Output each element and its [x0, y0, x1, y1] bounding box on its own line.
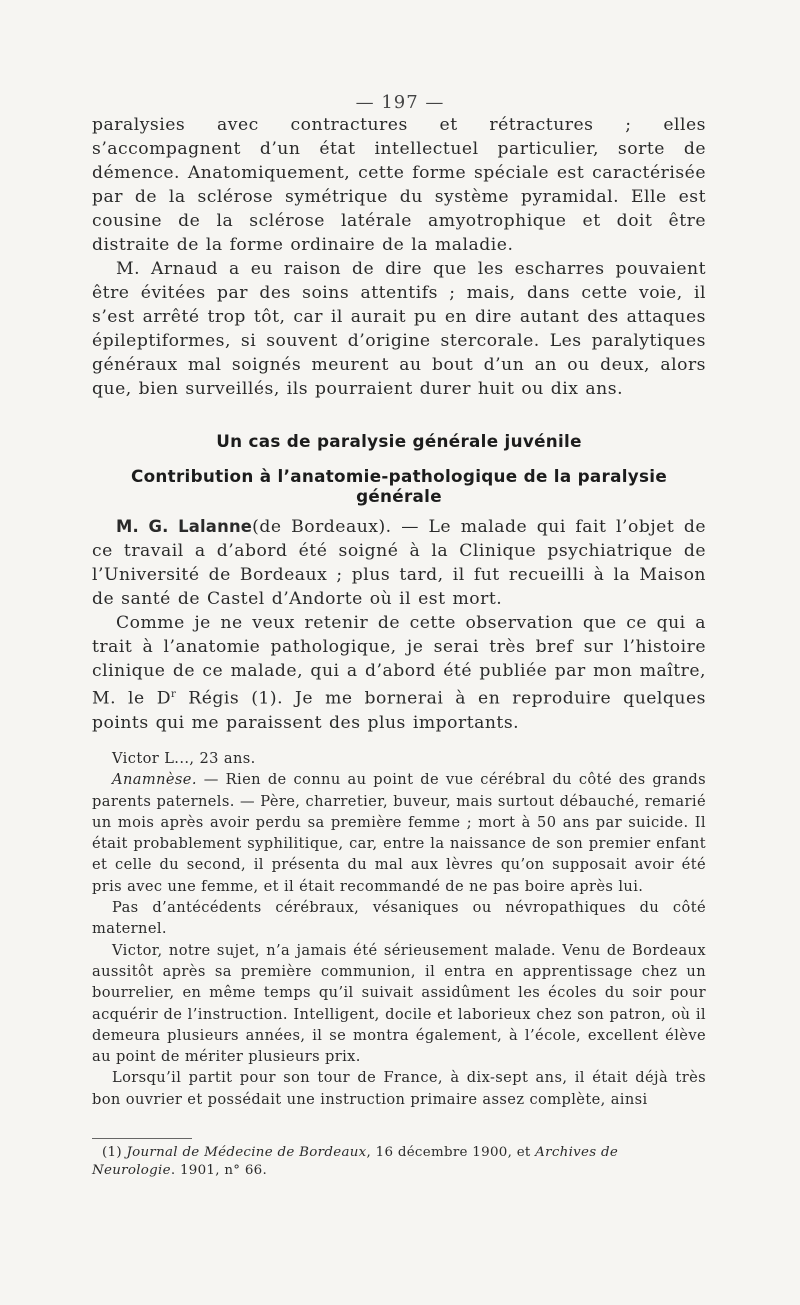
- anamnese-paragraph: [92, 769, 706, 897]
- page-number: — 197 —: [355, 92, 445, 113]
- author-name: M. G. Lalanne: [116, 517, 253, 536]
- footnote-divider: [92, 1138, 192, 1139]
- footnote-middle: , 16 décembre 1900, et: [366, 1145, 536, 1160]
- anamnese-label: Anamnèse.: [112, 771, 197, 789]
- case-paragraph: Pas d’antécédents cérébraux, vésaniques ou névropathiques du côté maternel.: [92, 899, 706, 938]
- case-report: [92, 748, 706, 1110]
- case-paragraph: Lorsqu’il partit pour son tour de France, à dix-sept ans, il était déjà très bon ouvrier et possédait une instruction primaire assez complète, ainsi: [92, 1069, 706, 1108]
- article-subtitle: Contribution à l’anatomie-pathologique de la paralysie générale: [130, 466, 668, 506]
- anamnese-text: — Rien de connu au point de vue cérébral du côté des grands parents paternels. — Père, charretier, buveur, mais surtout débauché, remarié un mois après avoir perdu sa première femme ; mort à 50 ans par suicide. Il était probablement syphilitique, car, entre la naissance de son premier enfant et celle du second, il présenta du mal aux lèvres qu’on supposait avoir été pris avec une femme, et il était recommandé de ne pas boire après lui.: [92, 771, 706, 895]
- case-paragraph: Victor, notre sujet, n’a jamais été sérieusement malade. Venu de Bordeaux aussitôt après sa première communion, il entra en apprentissage chez un bourrelier, en même temps qu’il suivait assidûment les écoles du soir pour acquérir de l’instruction. Intelligent, docile et laborieux chez son patron, où il demeura plusieurs années, il se montra également, à l’école, excellent élève au point de mériter plusieurs prix.: [92, 941, 706, 1066]
- article-body: [92, 515, 706, 735]
- footnote-marker: (1): [102, 1145, 127, 1160]
- regis-paragraph-text: Comme je ne veux retenir de cette observation que ce qui a trait à l’anatomie pathologique, je serai très bref sur l’histoire clinique de ce malade, qui a d’abord été publiée par mon maître, M. le D: [92, 613, 706, 709]
- article-heading-block: [92, 431, 706, 506]
- footnote: [92, 1144, 706, 1180]
- intro-paragraph: M. Arnaud a eu raison de dire que les escharres pouvaient être évitées par des soins attentifs ; mais, dans cette voie, il s’est arrêté trop tôt, car il aurait pu en dire autant des attaques épileptiformes, si souvent d’origine stercorale. Les paralytiques généraux mal soignés meurent au bout d’un an ou deux, alors que, bien surveillés, ils pourraient durer huit ou dix ans.: [92, 259, 706, 399]
- footnote-archives: Archives de Neurologie: [92, 1145, 619, 1178]
- footnote-text: [92, 1144, 706, 1180]
- author-paragraph: [92, 515, 706, 611]
- case-line: Victor L..., 23 ans.: [112, 750, 256, 767]
- regis-paragraph-text-end: Régis (1). Je me bornerai à en reproduire quelques points qui me paraissent des plus importants.: [92, 688, 706, 733]
- footnote-end: . 1901, n° 66.: [170, 1163, 268, 1178]
- intro-paragraph: paralysies avec contractures et rétractures ; elles s’accompagnent d’un état intellectuel particulier, sorte de démence. Anatomiquement, cette forme spéciale est caractérisée par de la sclérose symétrique du système pyramidal. Elle est cousine de la sclérose latérale amyotrophique et doit être distraite de la forme ordinaire de la maladie.: [92, 115, 706, 255]
- regis-paragraph: [92, 611, 706, 735]
- footnote-journal: Journal de Médecine de Bordeaux: [126, 1145, 367, 1160]
- superscript-r: r: [171, 689, 177, 700]
- article-title: Un cas de paralysie générale juvénile: [216, 431, 582, 451]
- intro-section: [92, 113, 706, 401]
- author-paragraph-text: (de Bordeaux). — Le malade qui fait l’objet de ce travail a d’abord été soigné à la Clinique psychiatrique de l’Université de Bordeaux ; plus tard, il fut recueilli à la Maison de santé de Castel d’Andorte où il est mort.: [92, 517, 706, 609]
